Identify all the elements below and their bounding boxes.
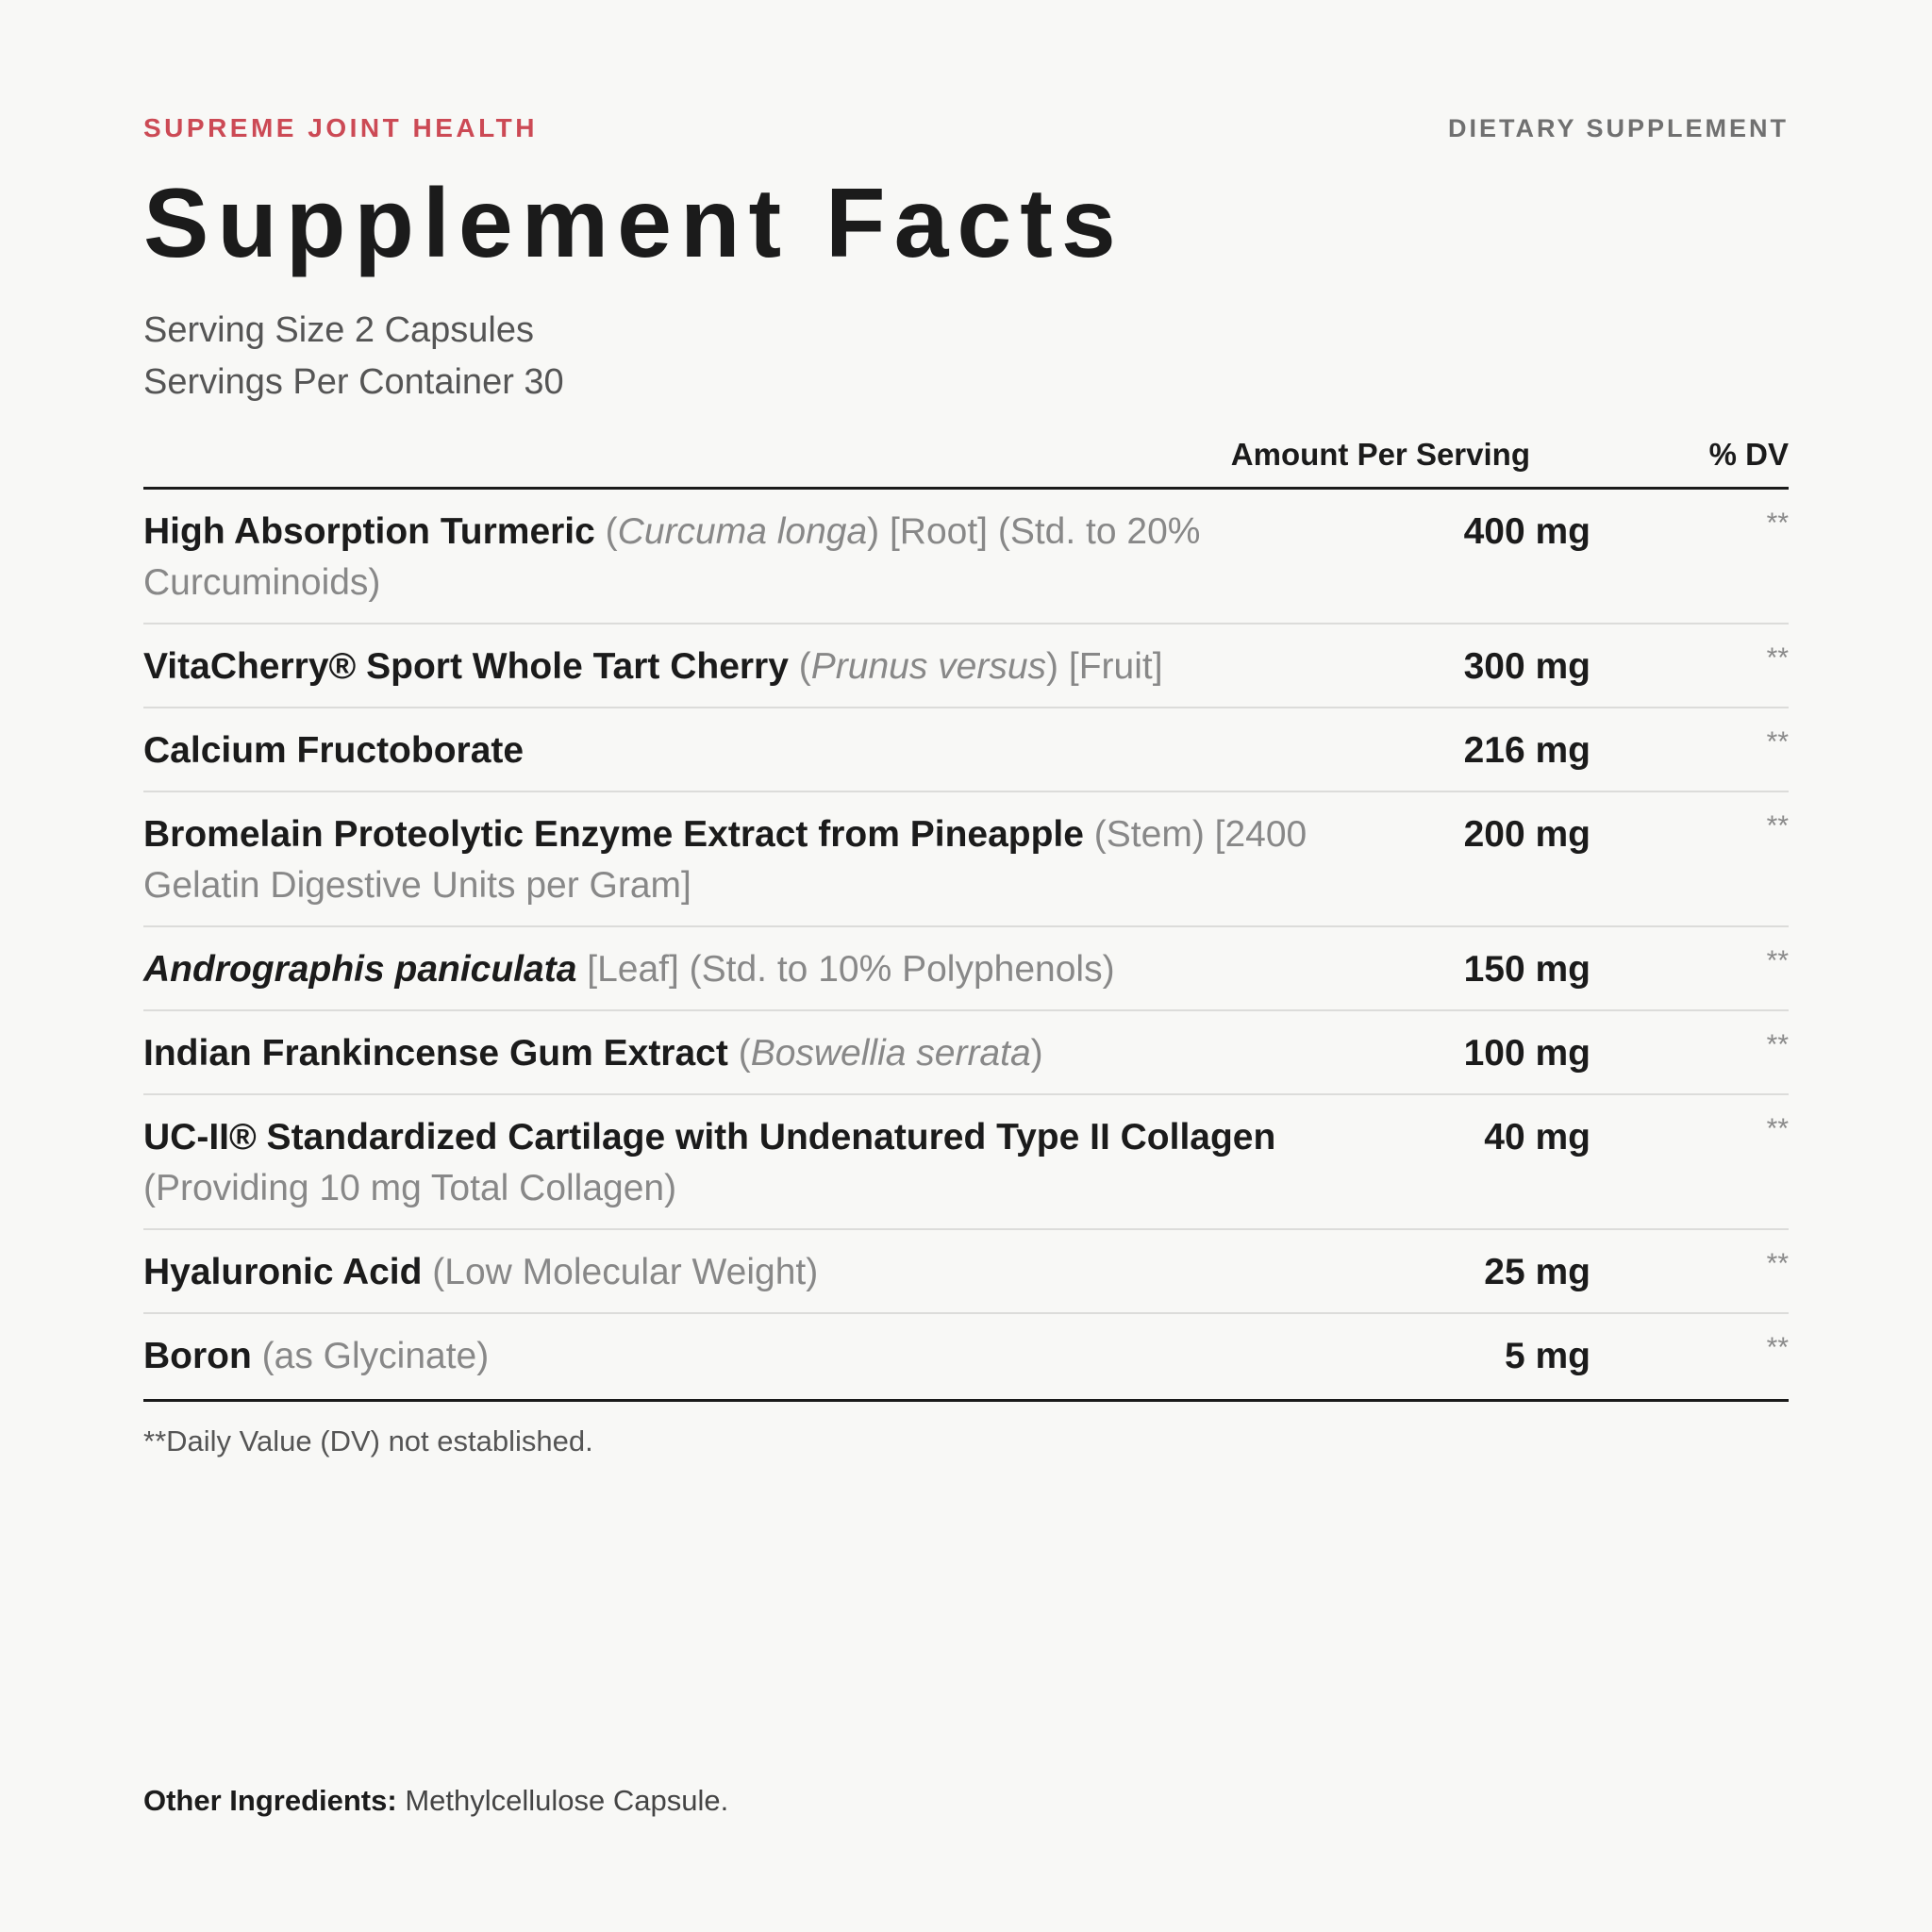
- ingredient-detail: ) [Fruit]: [1046, 646, 1163, 687]
- ingredient-name-cell: [143, 641, 1360, 692]
- supplement-facts-label: [143, 0, 1789, 1932]
- ingredient-latin-name: Curcuma longa: [617, 511, 868, 552]
- ingredient-name-cell: [143, 809, 1360, 911]
- dv-footnote: **Daily Value (DV) not established.: [143, 1424, 593, 1457]
- ingredient-detail: ) [Root] (Std. to 20% Curcuminoids): [143, 511, 1201, 603]
- ingredient-row-andrographis: [143, 927, 1789, 1011]
- ingredient-dv: **: [1766, 810, 1789, 841]
- ingredient-detail: (as Glycinate): [251, 1336, 490, 1376]
- other-ingredients-label: Other Ingredients:: [143, 1784, 397, 1817]
- ingredient-amount: 200 mg: [1463, 814, 1591, 855]
- dv-column-header: % DV: [1708, 437, 1789, 472]
- ingredient-row-uc-ii-collagen: [143, 1095, 1789, 1230]
- ingredient-name: VitaCherry® Sport Whole Tart Cherry: [143, 646, 789, 687]
- ingredient-name: Andrographis paniculata: [143, 949, 577, 990]
- ingredient-dv: **: [1766, 726, 1789, 758]
- ingredient-dv: **: [1766, 508, 1789, 539]
- ingredient-paren: (: [727, 1033, 751, 1074]
- ingredient-name-cell: [143, 507, 1360, 608]
- brand-name: SUPREME JOINT HEALTH: [143, 113, 538, 142]
- ingredient-row-tart-cherry: [143, 625, 1789, 708]
- ingredient-name-cell: [143, 1247, 1360, 1298]
- ingredient-detail: (Low Molecular Weight): [422, 1252, 819, 1292]
- ingredient-paren: (: [788, 646, 811, 687]
- serving-info: [143, 305, 564, 408]
- ingredient-latin-name: Prunus versus: [810, 646, 1047, 687]
- ingredient-row-boron: [143, 1314, 1789, 1398]
- ingredient-amount: 40 mg: [1484, 1117, 1591, 1158]
- ingredient-name: Hyaluronic Acid: [143, 1252, 423, 1292]
- ingredient-detail: (Providing 10 mg Total Collagen): [143, 1168, 677, 1208]
- ingredient-name: Indian Frankincense Gum Extract: [143, 1033, 728, 1074]
- ingredient-amount: 5 mg: [1504, 1336, 1591, 1376]
- ingredient-dv: **: [1766, 1113, 1789, 1144]
- ingredient-row-bromelain: [143, 792, 1789, 927]
- ingredient-table: [143, 490, 1789, 1398]
- ingredient-row-turmeric: [143, 490, 1789, 625]
- ingredient-name: UC-II® Standardized Cartilage with Undenatured Type II Collagen: [143, 1117, 1276, 1158]
- ingredient-name-cell: [143, 1028, 1360, 1079]
- ingredient-name: Boron: [143, 1336, 252, 1376]
- ingredient-name: Bromelain Proteolytic Enzyme Extract from Pineapple: [143, 814, 1084, 855]
- ingredient-row-hyaluronic-acid: [143, 1230, 1789, 1314]
- ingredient-name-cell: [143, 1331, 1360, 1382]
- ingredient-name: Calcium Fructoborate: [143, 730, 525, 771]
- ingredient-detail: ): [1030, 1033, 1043, 1074]
- ingredient-row-frankincense: [143, 1011, 1789, 1095]
- ingredient-name-cell: [143, 944, 1360, 995]
- ingredient-amount: 100 mg: [1463, 1033, 1591, 1074]
- ingredient-amount: 400 mg: [1463, 511, 1591, 552]
- servings-per-container: Servings Per Container 30: [143, 362, 564, 402]
- ingredient-detail: (Stem) [2400 Gelatin Digestive Units per Gram]: [143, 814, 1307, 906]
- ingredient-name-cell: [143, 1112, 1360, 1214]
- other-ingredients: [143, 1784, 728, 1818]
- serving-size: Serving Size 2 Capsules: [143, 310, 534, 350]
- ingredient-dv: **: [1766, 945, 1789, 976]
- ingredient-dv: **: [1766, 1248, 1789, 1279]
- ingredient-dv: **: [1766, 642, 1789, 674]
- ingredient-paren: (: [594, 511, 618, 552]
- ingredient-amount: 216 mg: [1463, 730, 1591, 771]
- amount-column-header: Amount Per Serving: [1230, 437, 1530, 472]
- product-category: DIETARY SUPPLEMENT: [1447, 114, 1789, 142]
- table-bottom-rule: [143, 1399, 1789, 1402]
- ingredient-amount: 150 mg: [1463, 949, 1591, 990]
- ingredient-name-cell: [143, 725, 1360, 776]
- ingredient-latin-name: Boswellia serrata: [750, 1033, 1031, 1074]
- ingredient-dv: **: [1766, 1029, 1789, 1060]
- ingredient-row-calcium-fructoborate: [143, 708, 1789, 792]
- ingredient-dv: **: [1766, 1332, 1789, 1363]
- other-ingredients-value: Methylcellulose Capsule.: [396, 1784, 729, 1817]
- ingredient-detail: [Leaf] (Std. to 10% Polyphenols): [576, 949, 1115, 990]
- ingredient-name: High Absorption Turmeric: [143, 511, 595, 552]
- ingredient-amount: 300 mg: [1463, 646, 1591, 687]
- page-title: Supplement Facts: [143, 169, 1124, 278]
- ingredient-amount: 25 mg: [1484, 1252, 1591, 1292]
